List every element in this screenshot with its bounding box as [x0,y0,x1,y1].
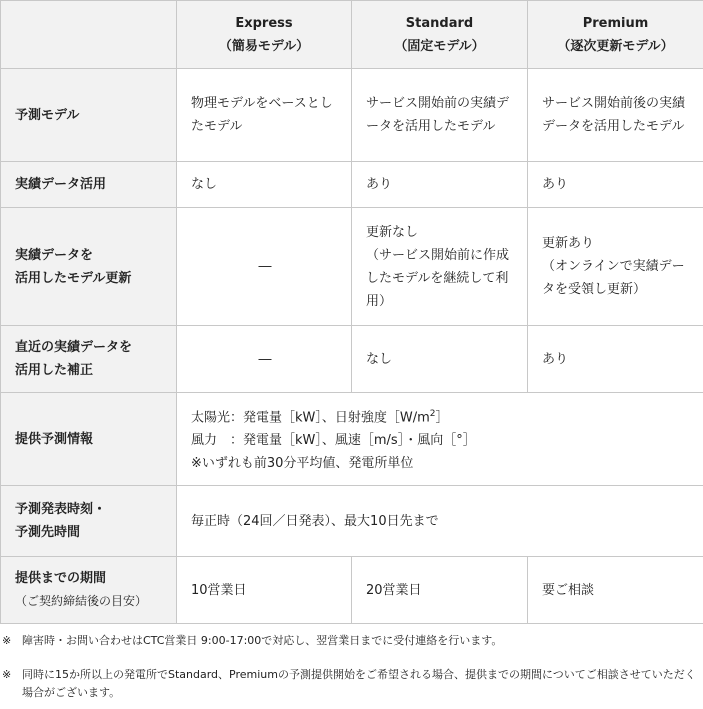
row-head-timing [1,486,177,557]
footnote-text: 同時に15か所以上の発電所でStandard、Premiumの予測提供開始をご希望される場合、提供までの期間についてご相談させていただく場合がございます。 [22,668,696,699]
cell-model-update-standard [352,208,528,326]
cell-data-use-standard: あり [352,162,528,208]
info-solar-sup: 2 [429,408,436,419]
cell-model-premium: サービス開始前後の実績データを活用したモデル [528,69,703,162]
cell-correction-standard: なし [352,326,528,393]
table-row [1,162,703,208]
row-head-model: 予測モデル [1,69,177,162]
table-row [1,326,703,393]
cell-model-update-express: ― [177,208,352,326]
cell-period-express: 10営業日 [177,557,352,624]
premium-update-status: 更新あり [542,236,595,251]
header-row [1,1,703,69]
row-head-model-update-line2: 活用したモデル更新 [15,270,132,286]
table-row [1,69,703,162]
standard-update-detail: （サービス開始前に作成したモデルを継続して利用） [366,247,510,309]
cell-correction-express: ― [177,326,352,393]
premium-sub: （逐次更新モデル） [557,38,674,54]
col-head-premium [528,1,703,69]
footnotes [0,632,703,702]
cell-period-standard: 20営業日 [352,557,528,624]
row-head-data-use: 実績データ活用 [1,162,177,208]
row-head-period [1,557,177,624]
table-row [1,208,703,326]
row-head-info: 提供予測情報 [1,393,177,486]
row-head-model-update [1,208,177,326]
cell-model-express: 物理モデルをベースとしたモデル [177,69,352,162]
row-head-timing-line2: 予測先時間 [15,525,81,540]
table-row [1,557,703,624]
col-head-express [177,1,352,69]
express-name: Express [235,15,293,31]
row-head-model-update-line1: 実績データを [15,247,94,263]
cell-data-use-express: なし [177,162,352,208]
info-solar [191,403,691,429]
cell-period-premium: 要ご相談 [528,557,703,624]
table-row [1,393,703,486]
row-head-period-note: （ご契約締結後の目安） [15,594,148,608]
cell-model-update-premium [528,208,703,326]
footnote-item [0,666,703,702]
info-wind: 風力 ：発電量［kW］、風速［m/s］・風向［°］ [191,433,476,449]
cell-timing: 毎正時（24回／日発表）、最大10日先まで [177,486,703,557]
corner-cell [1,1,177,69]
premium-name: Premium [582,15,649,31]
footnote-mark: ※ [2,634,12,647]
cell-model-standard: サービス開始前の実績データを活用したモデル [352,69,528,162]
express-sub: （簡易モデル） [218,38,310,54]
info-solar-text: 太陽光：発電量［kW］、日射強度［W/m [191,410,430,426]
info-solar-end: ］ [435,410,449,426]
standard-update-status: 更新なし [366,224,419,240]
footnote-text: 障害時・お問い合わせはCTC営業日 9:00-17:00で対応し、翌営業日までに受付連絡を行います。 [22,634,503,647]
row-head-correction-line1: 直近の実績データを [15,340,133,355]
col-head-standard [352,1,528,69]
row-head-timing-line1: 予測発表時刻・ [15,502,107,517]
cell-correction-premium: あり [528,326,703,393]
standard-name: Standard [405,15,474,31]
row-head-correction [1,326,177,393]
row-head-period-label: 提供までの期間 [15,571,107,586]
footnote-mark: ※ [2,668,12,681]
cell-data-use-premium: あり [528,162,703,208]
row-head-correction-line2: 活用した補正 [15,363,94,378]
standard-sub: （固定モデル） [394,38,485,54]
table-row [1,486,703,557]
info-note: ※いずれも前30分平均値、発電所単位 [191,456,414,472]
premium-update-detail: （オンラインで実績データを受領し更新） [542,259,685,297]
footnote-item [0,632,703,650]
cell-info [177,393,703,486]
